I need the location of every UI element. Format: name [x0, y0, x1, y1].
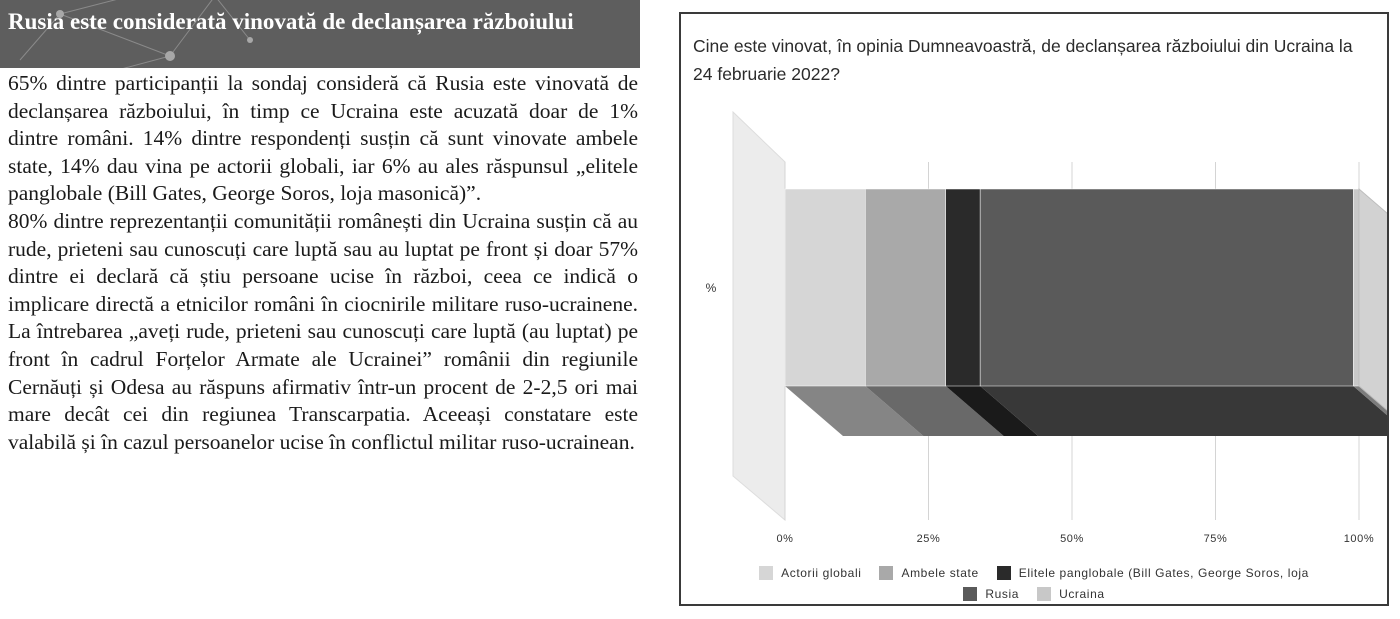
chart-title: Cine este vinovat, în opinia Dumneavoastră, de declanșarea războiului din Ucraina la 24 februarie 2022? — [693, 36, 1353, 84]
article-paragraph: 65% dintre participanții la sondaj consideră că Rusia este vinovată de declanșarea războiului, în timp ce Ucraina este acuzată doar de 1% dintre români. 14% dintre respondenți susțin că sunt vinovate ambele state, 14% dau vina pe actorii globali, iar 6% au ales răspunsul „elitele panglobale (Bill Gates, George Soros, loja masonică)”. — [8, 71, 638, 206]
chart-legend — [681, 562, 1387, 604]
bar-segment — [1353, 189, 1359, 386]
x-tick-label: 0% — [776, 533, 794, 545]
legend-swatch — [759, 566, 773, 580]
legend-item — [759, 566, 861, 580]
legend-label: Elitele panglobale (Bill Gates, George Soros, loja — [1018, 565, 1309, 580]
stacked-bar-chart — [681, 14, 1387, 604]
chart-side-wall — [733, 112, 785, 520]
bar-segment — [865, 189, 945, 386]
legend-item — [879, 566, 978, 580]
x-tick-label: 75% — [1203, 533, 1228, 545]
legend-label: Actorii globali — [781, 565, 862, 580]
y-axis-label: % — [705, 281, 717, 295]
legend-swatch — [997, 566, 1011, 580]
chart-panel — [679, 12, 1389, 606]
article-body — [8, 70, 638, 456]
bar-segment — [785, 189, 865, 386]
legend-swatch — [1037, 587, 1051, 601]
legend-item — [963, 587, 1019, 601]
bar-segment — [980, 189, 1353, 386]
legend-item — [1037, 587, 1105, 601]
legend-item — [997, 566, 1309, 580]
article-paragraph: 80% dintre reprezentanții comunității românești din Ucraina susțin că au rude, prieteni sau cunoscuți care luptă sau au luptat pe front și doar 57% dintre ei declară că știu persoane ucise în război, ceea ce indică o implicare directă a etnicilor români în ciocnirile militare ruso-ucrainene. La întrebarea „aveți rude, prieteni sau cunoscuți care luptă (au luptat) pe front în cadrul Forțelor Armate ale Ucrainei” românii din regiunile Cernăuți și Odesa au răspuns afirmativ într-un procent de 2-2,5 ori mai mare decât cei din regiunea Transcarpatia. Aceeași constatare este valabilă și în cazul persoanelor ucise în conflictul militar ruso-ucrainean. — [8, 208, 638, 454]
legend-label: Ambele state — [901, 565, 979, 580]
article-heading-bar — [0, 0, 640, 68]
legend-swatch — [879, 566, 893, 580]
article-heading: Rusia este considerată vinovată de declanșarea războiului — [8, 9, 574, 34]
x-tick-label: 50% — [1060, 533, 1084, 545]
legend-label: Rusia — [985, 586, 1020, 601]
bar-segment — [946, 189, 980, 386]
bar-segment-depth — [980, 386, 1387, 436]
legend-label: Ucraina — [1059, 586, 1105, 601]
x-tick-label: 100% — [1343, 533, 1375, 545]
legend-swatch — [963, 587, 977, 601]
x-tick-label: 25% — [916, 533, 941, 545]
